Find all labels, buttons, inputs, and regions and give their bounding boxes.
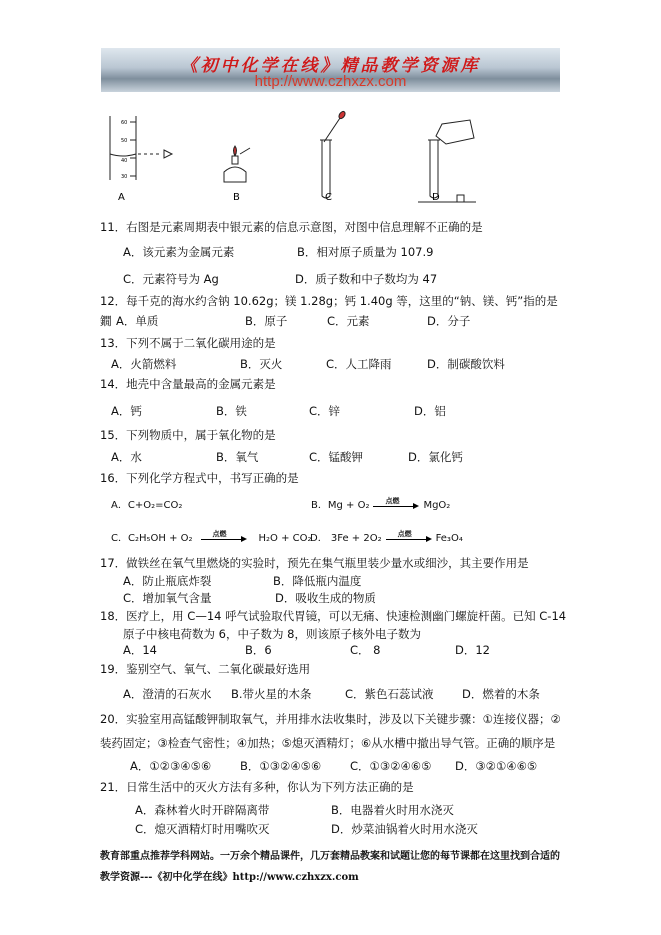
reaction-arrow-icon xyxy=(386,530,432,543)
q20-stem: 20．实验室用高锰酸钾制取氧气，并用排水法收集时，涉及以下关键步骤：①连接仪器；② xyxy=(100,712,561,726)
q19-option-d[interactable]: D．燃着的木条 xyxy=(462,687,540,701)
q16-stem: 16．下列化学方程式中，书写正确的是 xyxy=(100,471,299,485)
label-b: B xyxy=(233,192,240,203)
q12-option-d[interactable]: D．分子 xyxy=(427,314,471,328)
scale-50: 50 xyxy=(121,138,128,144)
q16-b-products: MgO₂ xyxy=(423,500,451,511)
alcohol-lamp xyxy=(224,146,250,182)
q15-option-d[interactable]: D．氯化钙 xyxy=(408,450,463,464)
q18-option-c[interactable]: C． 8 xyxy=(350,643,381,657)
arrow-label: 点燃 xyxy=(212,530,227,538)
graduated-cylinder-reading xyxy=(110,116,172,180)
footer-line-2[interactable]: 教学资源---《初中化学在线》http://www.czhxzx.com xyxy=(100,872,359,883)
label-d: D xyxy=(432,192,440,203)
q16-c-reactants: C．C₂H₅OH + O₂ xyxy=(111,533,193,544)
label-a: A xyxy=(118,192,125,203)
q13-option-d[interactable]: D．制碳酸饮料 xyxy=(427,357,505,371)
banner-url[interactable]: http://www.czhxzx.com xyxy=(254,73,407,90)
q21-option-c[interactable]: C．熄灭酒精灯时用嘴吹灭 xyxy=(135,822,270,836)
q20-stem-continued: 装药固定；③检查气密性；④加热；⑤熄灭酒精灯；⑥从水槽中撤出导气管。正确的顺序是 xyxy=(100,736,556,750)
q17-option-c[interactable]: C．增加氧气含量 xyxy=(123,591,212,605)
q16-c-products: H₂O + CO₂ xyxy=(258,533,312,544)
q19-option-c[interactable]: C．紫色石蕊试液 xyxy=(345,687,434,701)
q15-option-b[interactable]: B．氧气 xyxy=(216,450,259,464)
q16-option-d[interactable] xyxy=(310,532,463,546)
q12-prefix: 鐗 xyxy=(100,314,112,328)
q17-stem: 17．做铁丝在氧气里燃烧的实验时，预先在集气瓶里装少量水或细沙，其主要作用是 xyxy=(100,556,529,570)
q21-stem: 21．日常生活中的灭火方法有多种，你认为下列方法正确的是 xyxy=(100,780,414,794)
q16-option-b[interactable] xyxy=(311,499,450,513)
q12-stem: 12．每千克的海水约含钠 10.62g；镁 1.28g；钙 1.40g 等，这里的“钠、镁、钙”指的是 xyxy=(100,294,558,308)
q19-option-a[interactable]: A．澄清的石灰水 xyxy=(123,687,212,701)
q14-option-c[interactable]: C．锌 xyxy=(309,404,341,418)
q14-option-a[interactable]: A．钙 xyxy=(111,404,142,418)
q20-option-d[interactable]: D．③②①④⑥⑤ xyxy=(455,759,538,773)
q11-option-d[interactable]: D．质子数和中子数均为 47 xyxy=(295,272,438,286)
q14-stem: 14．地壳中含量最高的金属元素是 xyxy=(100,377,276,391)
q18-option-d[interactable]: D．12 xyxy=(455,643,490,657)
q15-option-a[interactable]: A．水 xyxy=(111,450,142,464)
label-c: C xyxy=(325,192,332,203)
q16-b-reactants: B．Mg + O₂ xyxy=(311,500,370,511)
pouring-liquid xyxy=(418,120,476,202)
scale-60: 60 xyxy=(121,120,128,126)
lab-operations-figure xyxy=(100,100,480,206)
arrow-label: 点燃 xyxy=(385,497,400,505)
q17-option-b[interactable]: B．降低瓶内温度 xyxy=(273,574,362,588)
test-tube-dropper xyxy=(320,110,346,198)
q14-option-b[interactable]: B．铁 xyxy=(216,404,247,418)
q16-option-c[interactable] xyxy=(111,532,312,546)
q18-option-a[interactable]: A．14 xyxy=(123,643,158,657)
q17-option-a[interactable]: A．防止瓶底炸裂 xyxy=(123,574,212,588)
q11-option-b[interactable]: B．相对原子质量为 107.9 xyxy=(297,245,434,259)
q13-option-b[interactable]: B．灭火 xyxy=(240,357,283,371)
q18-option-b[interactable]: B．6 xyxy=(245,643,272,657)
q18-stem: 18．医疗上，用 C—14 呼气试验取代胃镜，可以无痛、快速检测幽门螺旋杆菌。已知 C-14 xyxy=(100,609,567,623)
q19-option-b[interactable]: B.带火星的木条 xyxy=(231,687,312,701)
arrow-label: 点燃 xyxy=(397,530,412,538)
q13-option-c[interactable]: C．人工降雨 xyxy=(326,357,392,371)
q21-option-b[interactable]: B．电器着火时用水浇灭 xyxy=(331,803,454,817)
scale-30: 30 xyxy=(121,174,128,180)
q20-option-b[interactable]: B．①③②④⑤⑥ xyxy=(240,759,322,773)
q13-stem: 13．下列不属于二氧化碳用途的是 xyxy=(100,336,276,350)
q18-stem-continued: 原子中核电荷数为 6，中子数为 8，则该原子核外电子数为 xyxy=(123,627,421,641)
q17-option-d[interactable]: D．吸收生成的物质 xyxy=(275,591,376,605)
reaction-arrow-icon xyxy=(373,497,419,510)
q21-option-a[interactable]: A．森林着火时开辟隔离带 xyxy=(135,803,270,817)
banner-title: 《初中化学在线》精品教学资源库 xyxy=(180,56,481,76)
q21-option-d[interactable]: D．炒菜油锅着火时用水浇灭 xyxy=(331,822,478,836)
header-banner xyxy=(101,48,560,92)
q16-option-a[interactable]: A．C+O₂=CO₂ xyxy=(111,500,183,511)
footer-line-1: 教育部重点推荐学科网站。一万余个精品课件，几万套精品教案和试题让您的每节课都在这里找到合适的 xyxy=(100,851,560,862)
q11-option-c[interactable]: C．元素符号为 Ag xyxy=(123,272,219,286)
q16-d-products: Fe₃O₄ xyxy=(435,533,463,544)
q12-option-a[interactable]: A．单质 xyxy=(116,314,159,328)
q12-option-b[interactable]: B．原子 xyxy=(245,314,288,328)
q14-option-d[interactable]: D．铝 xyxy=(414,404,446,418)
q20-option-a[interactable]: A．①②③④⑤⑥ xyxy=(130,759,212,773)
q20-option-c[interactable]: C．①③②④⑥⑤ xyxy=(350,759,432,773)
q11-stem: 11．右图是元素周期表中银元素的信息示意图，对图中信息理解不正确的是 xyxy=(100,220,483,234)
q13-option-a[interactable]: A．火箭燃料 xyxy=(111,357,177,371)
reaction-arrow-icon xyxy=(201,530,247,543)
q15-stem: 15．下列物质中，属于氧化物的是 xyxy=(100,428,276,442)
q12-option-c[interactable]: C．元素 xyxy=(327,314,370,328)
q16-d-reactants: D． 3Fe + 2O₂ xyxy=(310,533,382,544)
q15-option-c[interactable]: C．锰酸钾 xyxy=(309,450,364,464)
scale-40: 40 xyxy=(121,158,128,164)
q11-option-a[interactable]: A．该元素为金属元素 xyxy=(123,245,235,259)
q19-stem: 19．鉴别空气、氧气、二氧化碳最好选用 xyxy=(100,662,311,676)
